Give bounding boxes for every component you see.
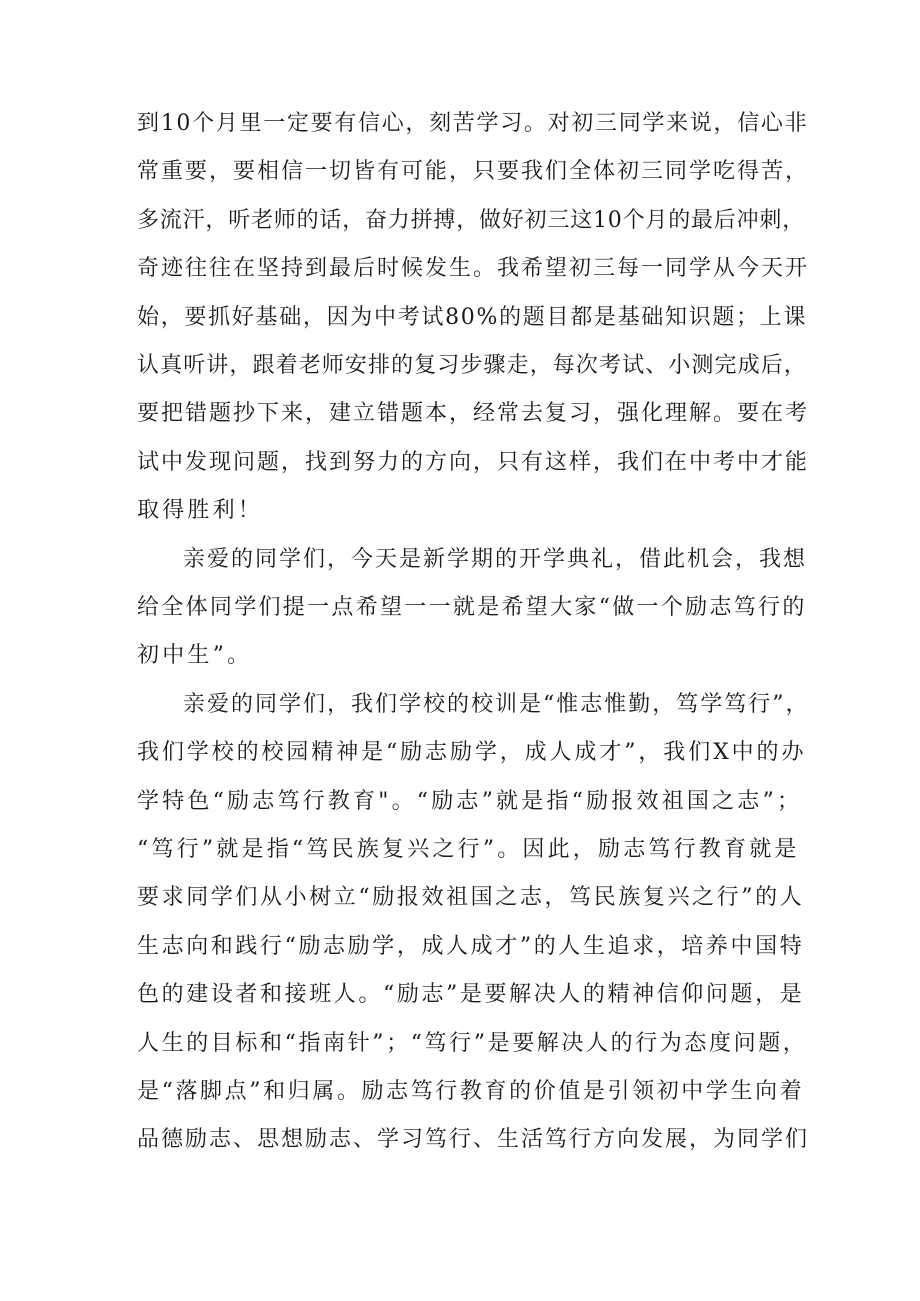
text-line: 到10个月里一定要有信心，刻苦学习。对初三同学来说，信心非 xyxy=(137,111,809,136)
text-line: 给全体同学们提一点希望一一就是希望大家“做一个励志笃行的 xyxy=(137,595,807,620)
text-line: 认真听讲，跟着老师安排的复习步骤走，每次考试、小测完成后， xyxy=(137,353,807,378)
text-line: 多流汗，听老师的话，奋力拼搏，做好初三这10个月的最后冲刺， xyxy=(137,207,805,233)
text-line: 生志向和践行“励志励学，成人成才”的人生追求，培养中国特 xyxy=(137,933,805,959)
text-line: 要求同学们从小树立“励报效祖国之志，笃民族复兴之行”的人 xyxy=(137,885,805,911)
text-line: 亲爱的同学们，今天是新学期的开学典礼，借此机会，我想 xyxy=(183,546,808,572)
text-line: 人生的目标和“指南针”；“笃行”是要解决人的行为态度问题， xyxy=(137,1030,808,1056)
text-line: 取得胜利！ xyxy=(137,498,264,524)
text-line: 是“落脚点”和归属。励志笃行教育的价值是引领初中学生向着 xyxy=(137,1079,805,1104)
text-line: 奇迹往往在坚持到最后时候发生。我希望初三每一同学从今天开 xyxy=(137,256,810,282)
text-line: 试中发现问题，找到努力的方向，只有这样，我们在中考中才能 xyxy=(137,449,810,475)
text-line: 常重要，要相信一切皆有可能，只要我们全体初三同学吃得苦， xyxy=(137,159,810,185)
text-line: 亲爱的同学们，我们学校的校训是“惟志惟勤，笃学笃行”， xyxy=(183,691,810,717)
text-line: “笃行”就是指“笃民族复兴之行”。因此，励志笃行教育就是 xyxy=(137,837,800,862)
text-line: 学特色“励志笃行教育"。“励志”就是指“励报效祖国之志”； xyxy=(137,788,803,814)
text-line: 要把错题抄下来，建立错题本，经常去复习，强化理解。要在考 xyxy=(137,401,810,427)
text-line: 始，要抓好基础，因为中考试80%的题目都是基础知识题；上课 xyxy=(137,304,808,330)
text-line: 我们学校的校园精神是“励志励学，成人成才”，我们X中的办 xyxy=(137,740,807,766)
text-line: 色的建设者和接班人。“励志”是要解决人的精神信仰问题，是 xyxy=(137,982,805,1008)
text-line: 初中生”。 xyxy=(137,643,253,669)
text-line: 品德励志、思想励志、学习笃行、生活笃行方向发展，为同学们 xyxy=(137,1127,810,1153)
